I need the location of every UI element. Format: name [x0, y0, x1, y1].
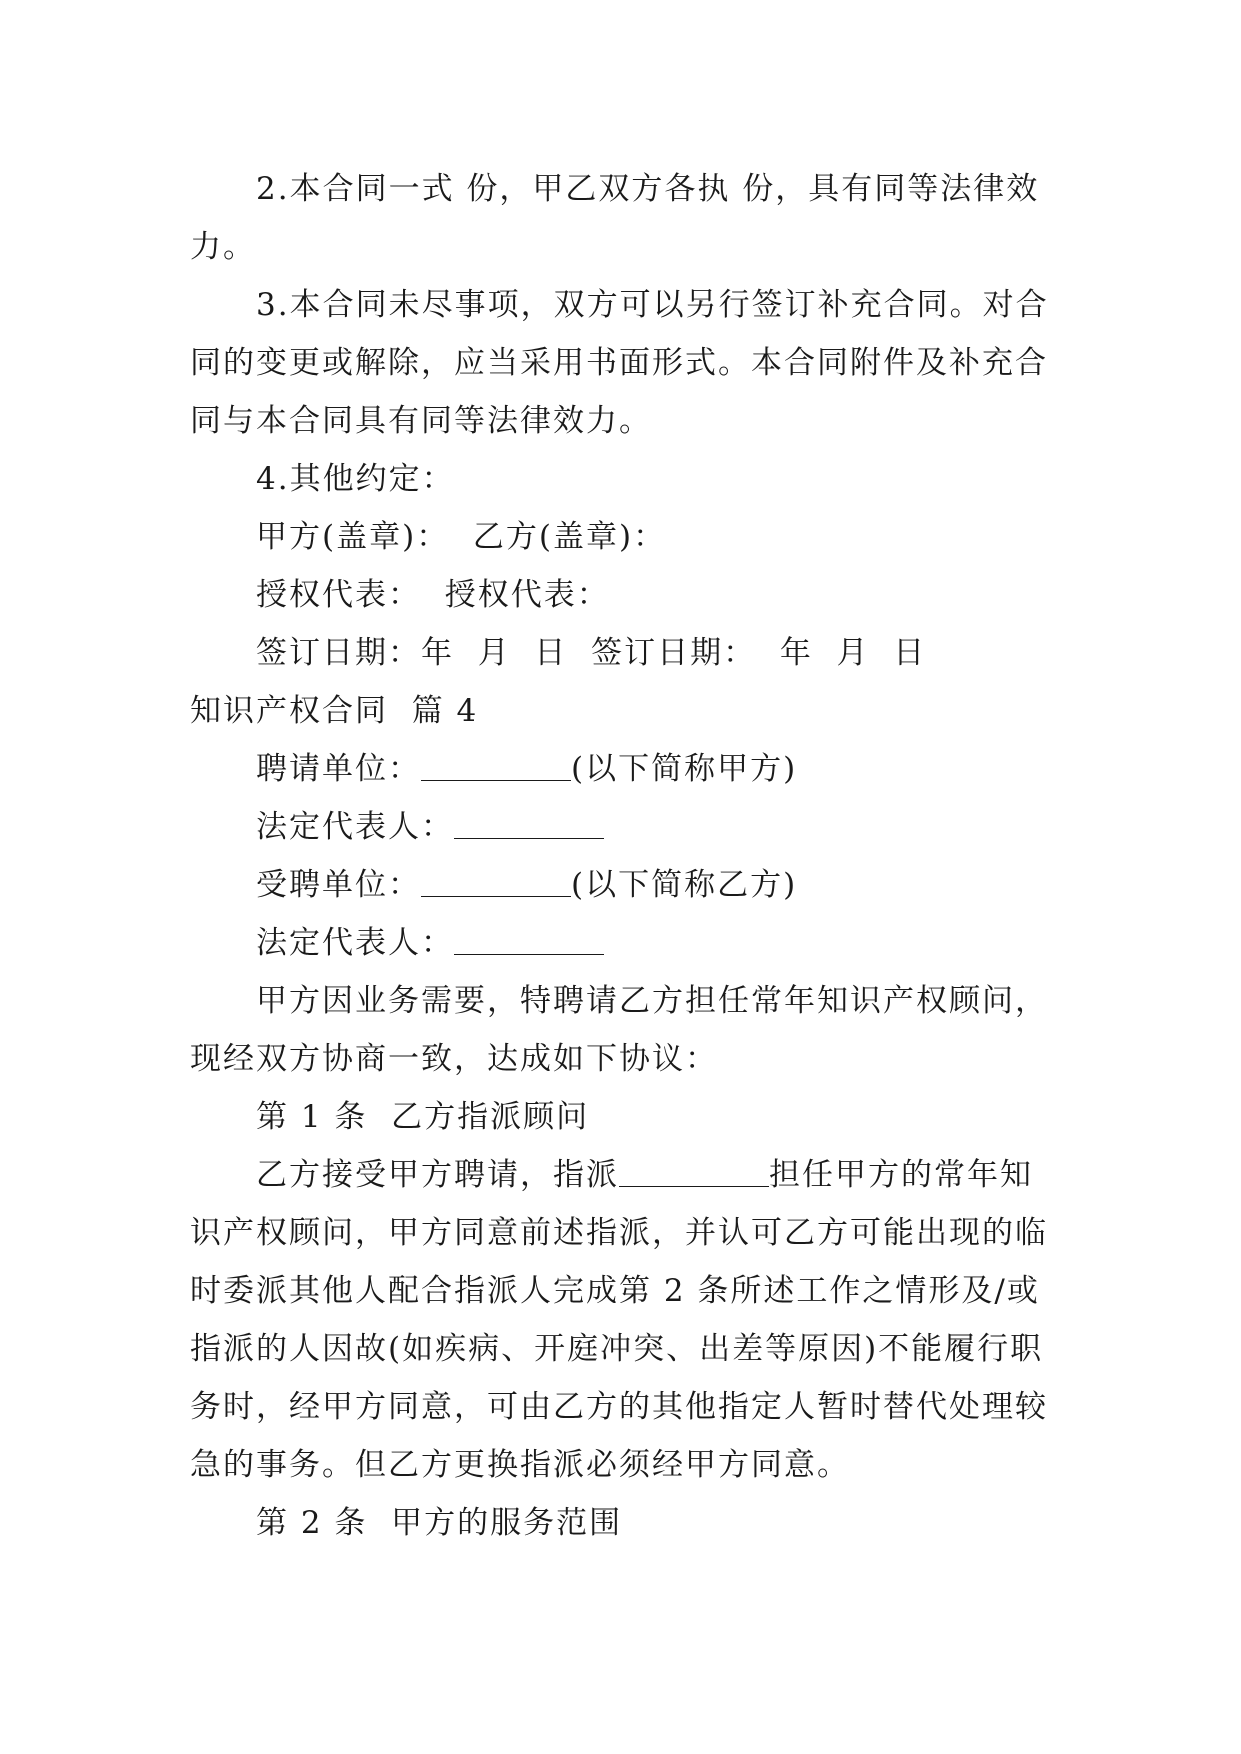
- preamble-line-1: 甲方因业务需要，特聘请乙方担任常年知识产权顾问，: [256, 983, 1048, 1019]
- hiring-unit-blank: [421, 750, 571, 781]
- legal-rep-blank-b: [454, 924, 604, 955]
- clause-3-line-1: 3.本合同未尽事项，双方可以另行签订补充合同。对合: [256, 287, 1049, 323]
- hiring-unit-label: 聘请单位：: [256, 751, 421, 787]
- document-page: [190, 160, 1060, 1552]
- hired-unit-label: 受聘单位：: [256, 867, 421, 903]
- hiring-unit-note: (以下简称甲方): [571, 751, 798, 787]
- clause-3-line-3: 同与本合同具有同等法律效力。: [190, 403, 652, 439]
- legal-rep-label-b: 法定代表人：: [256, 925, 454, 961]
- legal-rep-line-a: [190, 798, 1060, 856]
- article-1-line-2: 识产权顾问，甲方同意前述指派，并认可乙方可能出现的临: [190, 1215, 1048, 1251]
- clause-4: 4.其他约定：: [256, 461, 455, 497]
- article-1-line-4: 指派的人因故(如疾病、开庭冲突、出差等原因)不能履行职: [190, 1331, 1044, 1367]
- hired-unit-line: [190, 856, 1060, 914]
- representative-line: 授权代表： 授权代表：: [256, 577, 610, 613]
- clause-2-line-2: 力。: [190, 229, 256, 265]
- article-1-line-3: 时委派其他人配合指派人完成第 2 条所述工作之情形及/或: [190, 1273, 1040, 1309]
- article-1-text-b: 担任甲方的常年知: [769, 1157, 1033, 1193]
- article-2-heading: 第 2 条 甲方的服务范围: [256, 1505, 623, 1541]
- legal-rep-blank-a: [454, 808, 604, 839]
- article-1-line-6: 急的事务。但乙方更换指派必须经甲方同意。: [190, 1447, 850, 1483]
- hired-unit-blank: [421, 866, 571, 897]
- legal-rep-line-b: [190, 914, 1060, 972]
- consultant-name-blank: [619, 1156, 769, 1187]
- article-1-text-a: 乙方接受甲方聘请，指派: [256, 1157, 619, 1193]
- legal-rep-label-a: 法定代表人：: [256, 809, 454, 845]
- article-1-heading: 第 1 条 乙方指派顾问: [256, 1099, 590, 1135]
- clause-3-line-2: 同的变更或解除，应当采用书面形式。本合同附件及补充合: [190, 345, 1048, 381]
- section-heading: 知识产权合同 篇 4: [190, 693, 479, 729]
- article-1-line-5: 务时，经甲方同意，可由乙方的其他指定人暂时替代处理较: [190, 1389, 1048, 1425]
- article-1-line-1: [190, 1146, 1060, 1204]
- seal-line: 甲方(盖章)： 乙方(盖章)：: [256, 519, 667, 555]
- hired-unit-note: (以下简称乙方): [571, 867, 798, 903]
- hiring-unit-line: [190, 740, 1060, 798]
- signing-date-line: 签订日期：年 月 日 签订日期： 年 月 日: [256, 635, 927, 671]
- clause-2-line-1: 2.本合同一式 份，甲乙双方各执 份，具有同等法律效: [256, 171, 1040, 207]
- preamble-line-2: 现经双方协商一致，达成如下协议：: [190, 1041, 718, 1077]
